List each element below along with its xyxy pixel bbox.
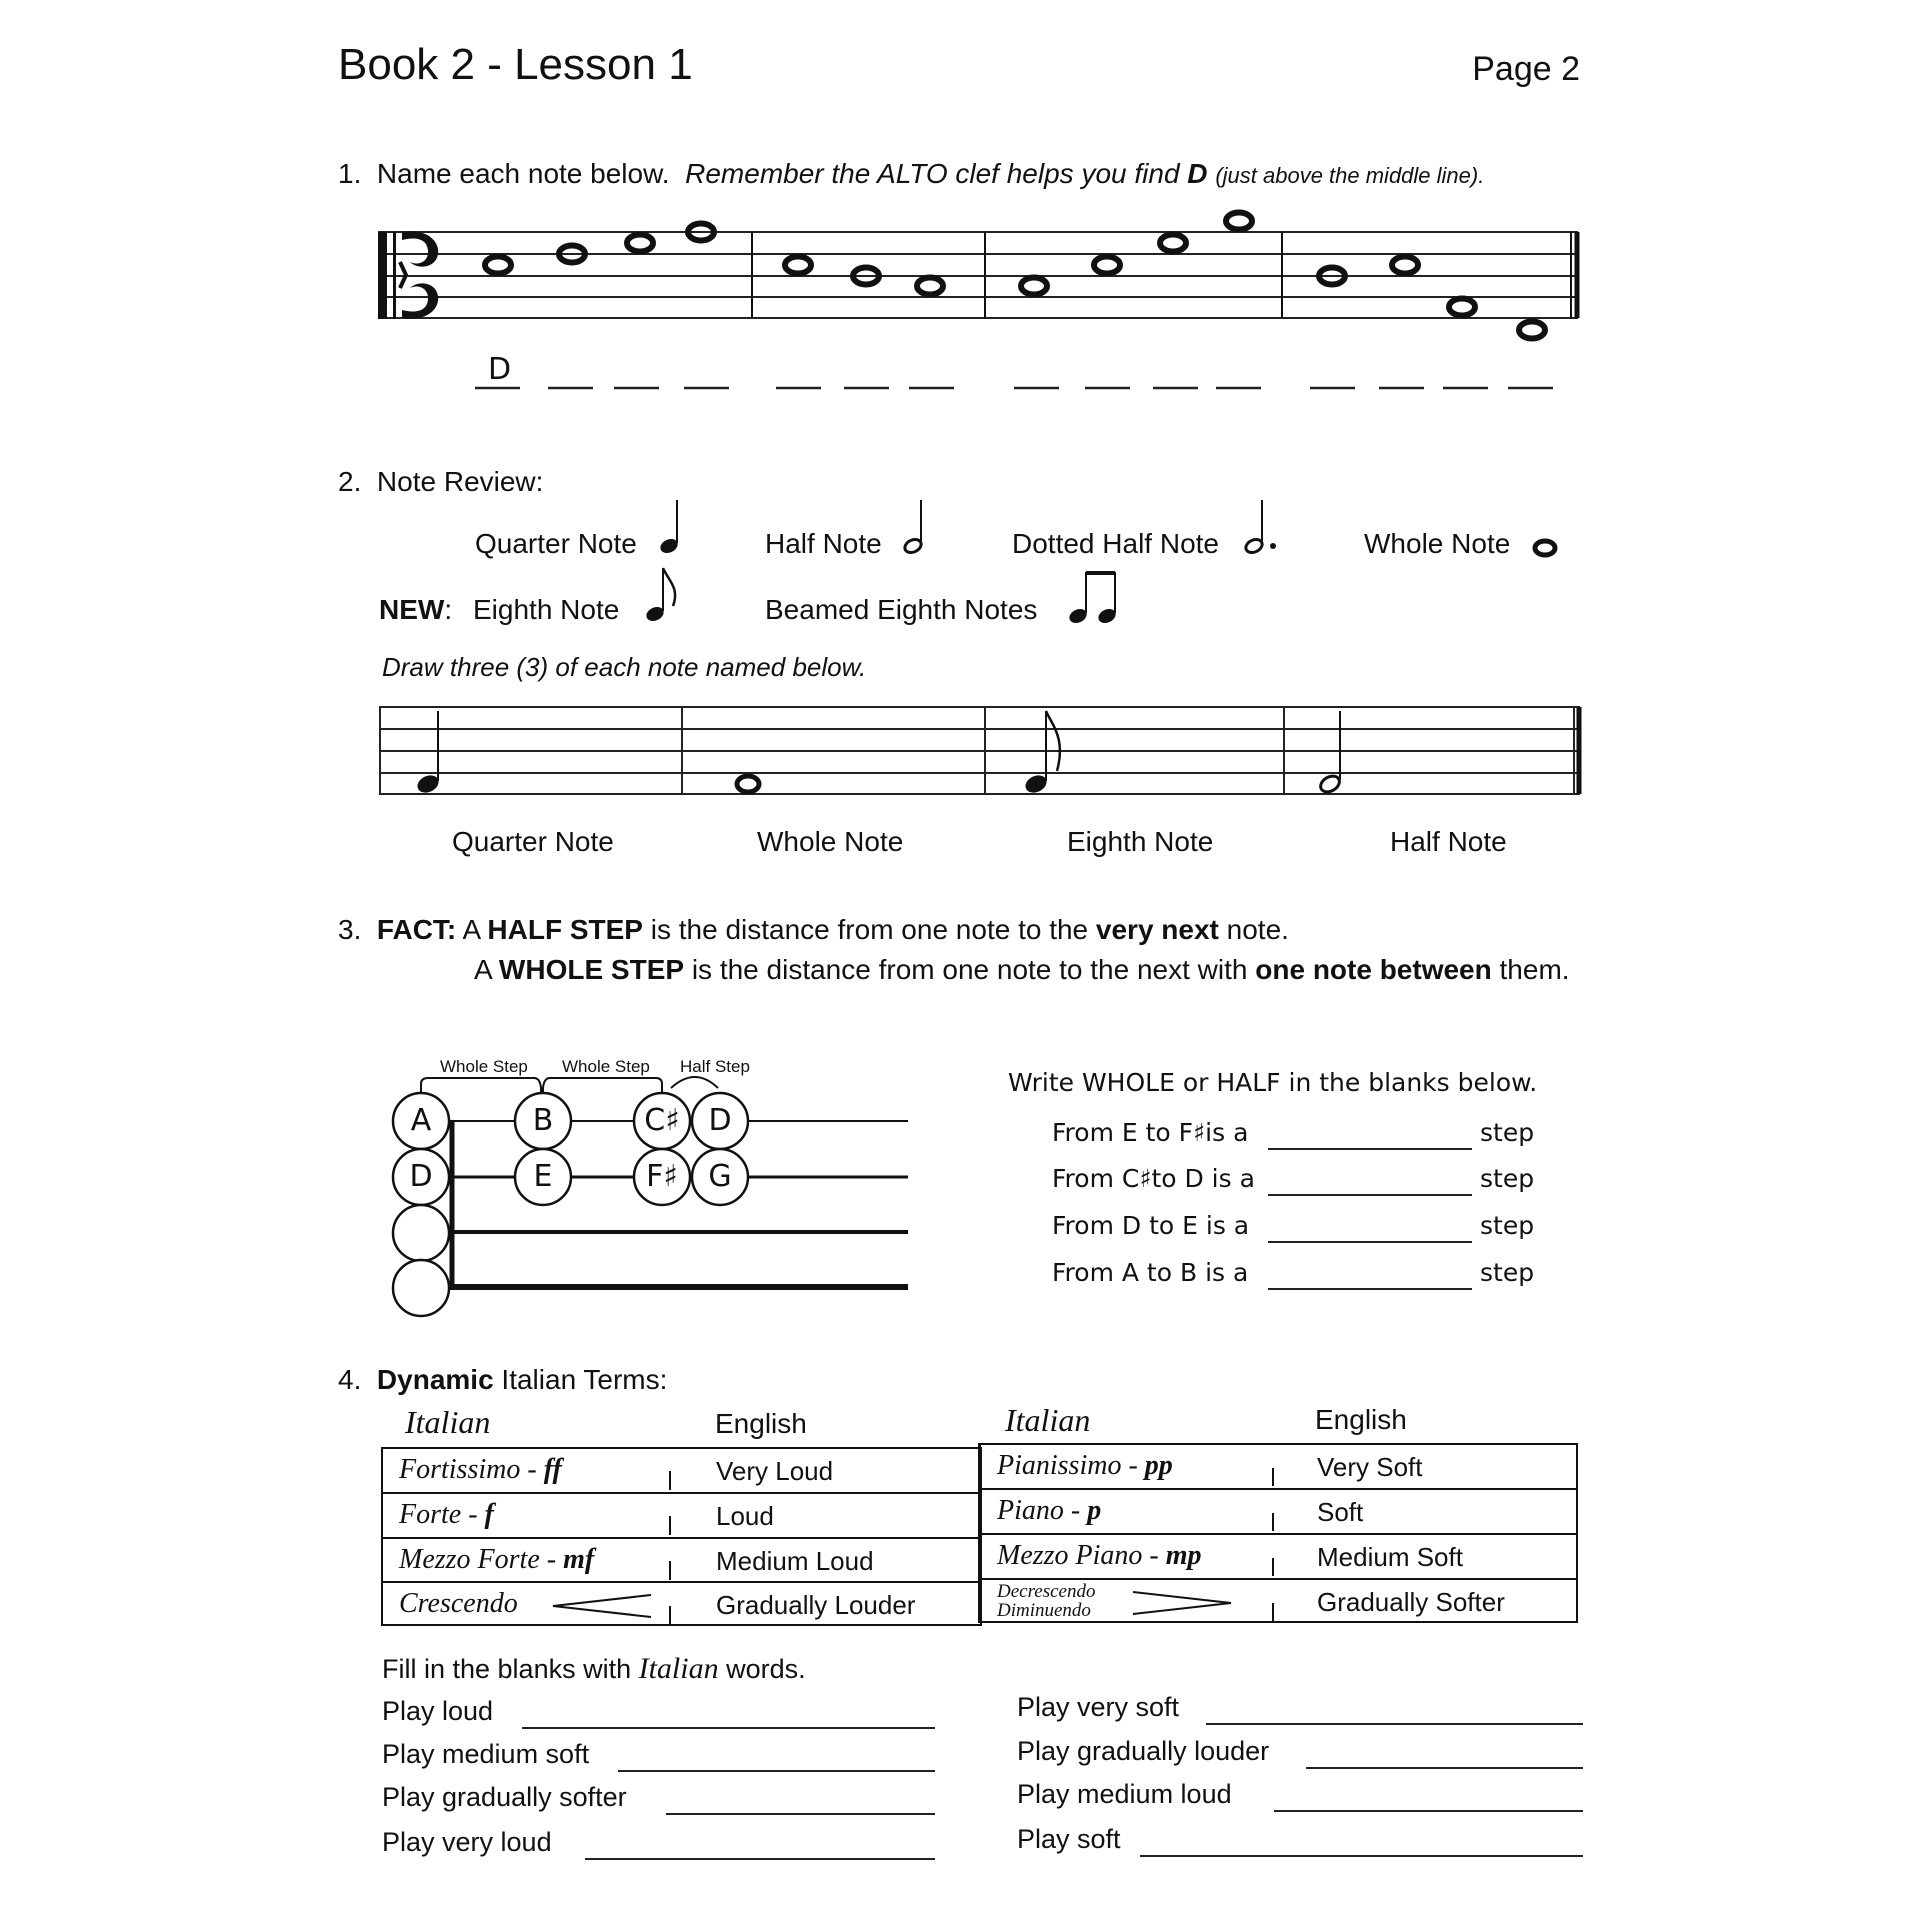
fill-answer-blank[interactable] <box>1306 1767 1583 1769</box>
dynamic-mark: pp <box>1144 1450 1173 1481</box>
fact-text: is the distance from one note to the next with <box>684 954 1256 985</box>
english-meaning: Very Loud <box>716 1456 834 1486</box>
review-dotted-half-label: Dotted Half Note <box>1012 528 1219 559</box>
step-answer-blank[interactable] <box>1268 1194 1472 1196</box>
section4-number: 4. <box>338 1364 362 1395</box>
dynamic-mark: mp <box>1165 1540 1202 1571</box>
col-header-italian-right: Italian <box>1005 1402 1091 1438</box>
english-meaning: Gradually Softer <box>1317 1587 1505 1617</box>
table-row-divider <box>981 1488 1576 1490</box>
review-eighth-label: Eighth Note <box>473 594 620 625</box>
fact-text: is the distance from one note to the <box>642 914 1096 945</box>
cell-divider <box>1272 1468 1274 1487</box>
review-whole-label: Whole Note <box>1364 528 1511 559</box>
english-meaning: Gradually Louder <box>716 1590 916 1621</box>
fact-label: FACT: <box>376 914 457 945</box>
section3-number: 3. <box>338 914 362 945</box>
fact-bold: one note between <box>1255 954 1492 985</box>
finger-note: E <box>533 1159 553 1194</box>
table-row-divider <box>383 1537 980 1539</box>
english-meaning: Medium Loud <box>716 1545 874 1576</box>
fill-instruction-text: Fill in the blanks with <box>382 1654 639 1684</box>
question-suffix: step <box>1480 1258 1535 1287</box>
dynamic-mark: f <box>484 1498 494 1530</box>
italian-term <box>997 1540 1202 1572</box>
section2-number: 2. <box>338 466 362 497</box>
review-beamed-label: Beamed Eighth Notes <box>765 594 1038 625</box>
fill-answer-blank[interactable] <box>618 1770 935 1772</box>
italian-term <box>997 1450 1173 1482</box>
open-string-D: D <box>409 1159 433 1194</box>
question-suffix: step <box>1480 1211 1535 1240</box>
fact-bold: HALF STEP <box>487 914 643 945</box>
section1-hint-small: (just above the middle line). <box>1215 163 1485 188</box>
section4-title <box>338 1364 667 1396</box>
fill-instruction-italic: Italian <box>638 1652 719 1685</box>
italian-term-text: Pianissimo - <box>997 1450 1145 1481</box>
section4-title-rest: Italian Terms: <box>493 1364 668 1395</box>
note-circle <box>393 1205 449 1261</box>
dynamic-mark: mf <box>563 1543 595 1575</box>
step-label: Half Step <box>680 1057 750 1076</box>
finger-note: F♯ <box>646 1159 678 1194</box>
section1-hint: Remember the ALTO clef helps you find <box>685 158 1188 189</box>
crescendo-hairpin-icon <box>543 1591 653 1621</box>
fill-prompt: Play loud <box>382 1696 494 1726</box>
draw-label-quarter: Quarter Note <box>452 826 614 857</box>
section2-title-text: Note Review: <box>376 466 544 497</box>
italian-term <box>399 1588 518 1620</box>
fill-prompt: Play soft <box>1017 1824 1121 1854</box>
fill-answer-blank[interactable] <box>1274 1810 1583 1812</box>
review-quarter-label: Quarter Note <box>475 528 637 559</box>
col-header-italian-left: Italian <box>405 1404 491 1440</box>
step-braces <box>421 1077 718 1093</box>
fact-text: them. <box>1491 954 1570 985</box>
italian-term-line: Decrescendo <box>997 1581 1096 1602</box>
fill-prompt: Play medium loud <box>1017 1779 1232 1809</box>
fill-prompt: Play gradually softer <box>382 1782 627 1812</box>
fact-bold: WHOLE STEP <box>498 954 685 985</box>
draw-label-whole: Whole Note <box>757 826 904 857</box>
italian-term <box>997 1495 1101 1527</box>
table-row-divider <box>981 1533 1576 1535</box>
draw-label-half: Half Note <box>1390 826 1507 857</box>
new-label-bold: NEW <box>379 594 445 625</box>
english-meaning: Soft <box>1317 1497 1364 1527</box>
question-text: From E to F♯is a <box>1052 1118 1249 1147</box>
fill-answer-blank[interactable] <box>522 1727 935 1729</box>
fill-instruction-text: words. <box>718 1654 806 1684</box>
cell-divider <box>669 1516 671 1535</box>
string-lines <box>449 1121 908 1290</box>
english-meaning: Medium Soft <box>1317 1542 1463 1572</box>
italian-term-text: Crescendo <box>399 1588 518 1620</box>
dynamics-table-loud <box>381 1447 982 1626</box>
cell-divider <box>669 1471 671 1490</box>
fill-answer-blank[interactable] <box>1140 1855 1583 1857</box>
exercise-title: Write WHOLE or HALF in the blanks below. <box>1008 1068 1538 1097</box>
english-meaning: Very Soft <box>1317 1452 1423 1482</box>
finger-note: G <box>708 1159 732 1194</box>
open-string-A: A <box>410 1103 432 1138</box>
italian-term-text: Mezzo Forte - <box>399 1543 564 1575</box>
question-suffix: step <box>1480 1164 1535 1193</box>
table-row-divider <box>981 1578 1576 1580</box>
step-label: Whole Step <box>440 1057 528 1076</box>
review-half-label: Half Note <box>765 528 882 559</box>
finger-note: B <box>532 1103 554 1138</box>
italian-term <box>399 1454 562 1486</box>
table-row-divider <box>383 1581 980 1583</box>
step-answer-blank[interactable] <box>1268 1288 1472 1290</box>
fill-prompt: Play medium soft <box>382 1739 590 1769</box>
draw-instruction: Draw three (3) of each note named below. <box>382 652 867 682</box>
italian-term-text: Mezzo Piano - <box>997 1540 1166 1571</box>
italian-term-text: Piano - <box>997 1495 1088 1526</box>
italian-term-text: Forte - <box>399 1498 485 1530</box>
page-number: Page 2 <box>1472 50 1580 88</box>
fact-bold: very next <box>1095 914 1219 945</box>
col-header-english-right: English <box>1315 1404 1407 1435</box>
fill-prompt: Play gradually louder <box>1017 1736 1270 1766</box>
section4-title-bold: Dynamic <box>376 1364 494 1395</box>
step-label: Whole Step <box>562 1057 650 1076</box>
fact-text: A <box>462 914 488 945</box>
question-text: From C♯to D is a <box>1052 1164 1255 1193</box>
fill-instruction <box>382 1652 806 1686</box>
step-answer-blank[interactable] <box>1268 1148 1472 1150</box>
fact-text: note. <box>1218 914 1289 945</box>
italian-term <box>997 1582 1095 1620</box>
table-row-divider <box>383 1492 980 1494</box>
cell-divider <box>1272 1513 1274 1532</box>
italian-term <box>399 1544 594 1576</box>
italian-term-text: Fortissimo - <box>399 1454 544 1485</box>
new-label-colon: : <box>444 594 453 625</box>
fill-answer-blank[interactable] <box>1206 1723 1583 1725</box>
step-answer-blank[interactable] <box>1268 1241 1472 1243</box>
italian-term <box>399 1499 494 1531</box>
fill-prompt: Play very loud <box>382 1827 552 1857</box>
fill-prompt: Play very soft <box>1017 1692 1180 1722</box>
dynamic-mark: p <box>1087 1495 1102 1526</box>
page-title: Book 2 - Lesson 1 <box>338 40 693 89</box>
italian-term-line: Diminuendo <box>997 1600 1091 1621</box>
section1-hint-bold: D <box>1187 158 1208 189</box>
note-circle <box>393 1260 449 1316</box>
section1-instruction-text: Name each note below. <box>376 158 670 189</box>
english-meaning: Loud <box>716 1500 774 1531</box>
cell-divider <box>669 1606 671 1625</box>
cell-divider <box>1272 1603 1274 1622</box>
cell-divider <box>669 1561 671 1580</box>
dynamics-table-soft <box>978 1443 1578 1623</box>
fact-text: A <box>474 954 499 985</box>
cell-divider <box>1272 1558 1274 1577</box>
question-text: From D to E is a <box>1052 1211 1250 1240</box>
col-header-english-left: English <box>715 1408 807 1439</box>
fill-answer-blank[interactable] <box>585 1858 935 1860</box>
decrescendo-hairpin-icon <box>1131 1588 1241 1618</box>
fill-answer-blank[interactable] <box>666 1813 935 1815</box>
section1-number: 1. <box>338 158 362 189</box>
question-text: From A to B is a <box>1052 1258 1249 1287</box>
draw-label-eighth: Eighth Note <box>1067 826 1214 857</box>
question-suffix: step <box>1480 1118 1535 1147</box>
finger-note: D <box>708 1103 732 1138</box>
answer-first: D <box>488 352 512 387</box>
finger-note: C♯ <box>644 1103 680 1138</box>
dynamic-mark: ff <box>543 1454 562 1485</box>
